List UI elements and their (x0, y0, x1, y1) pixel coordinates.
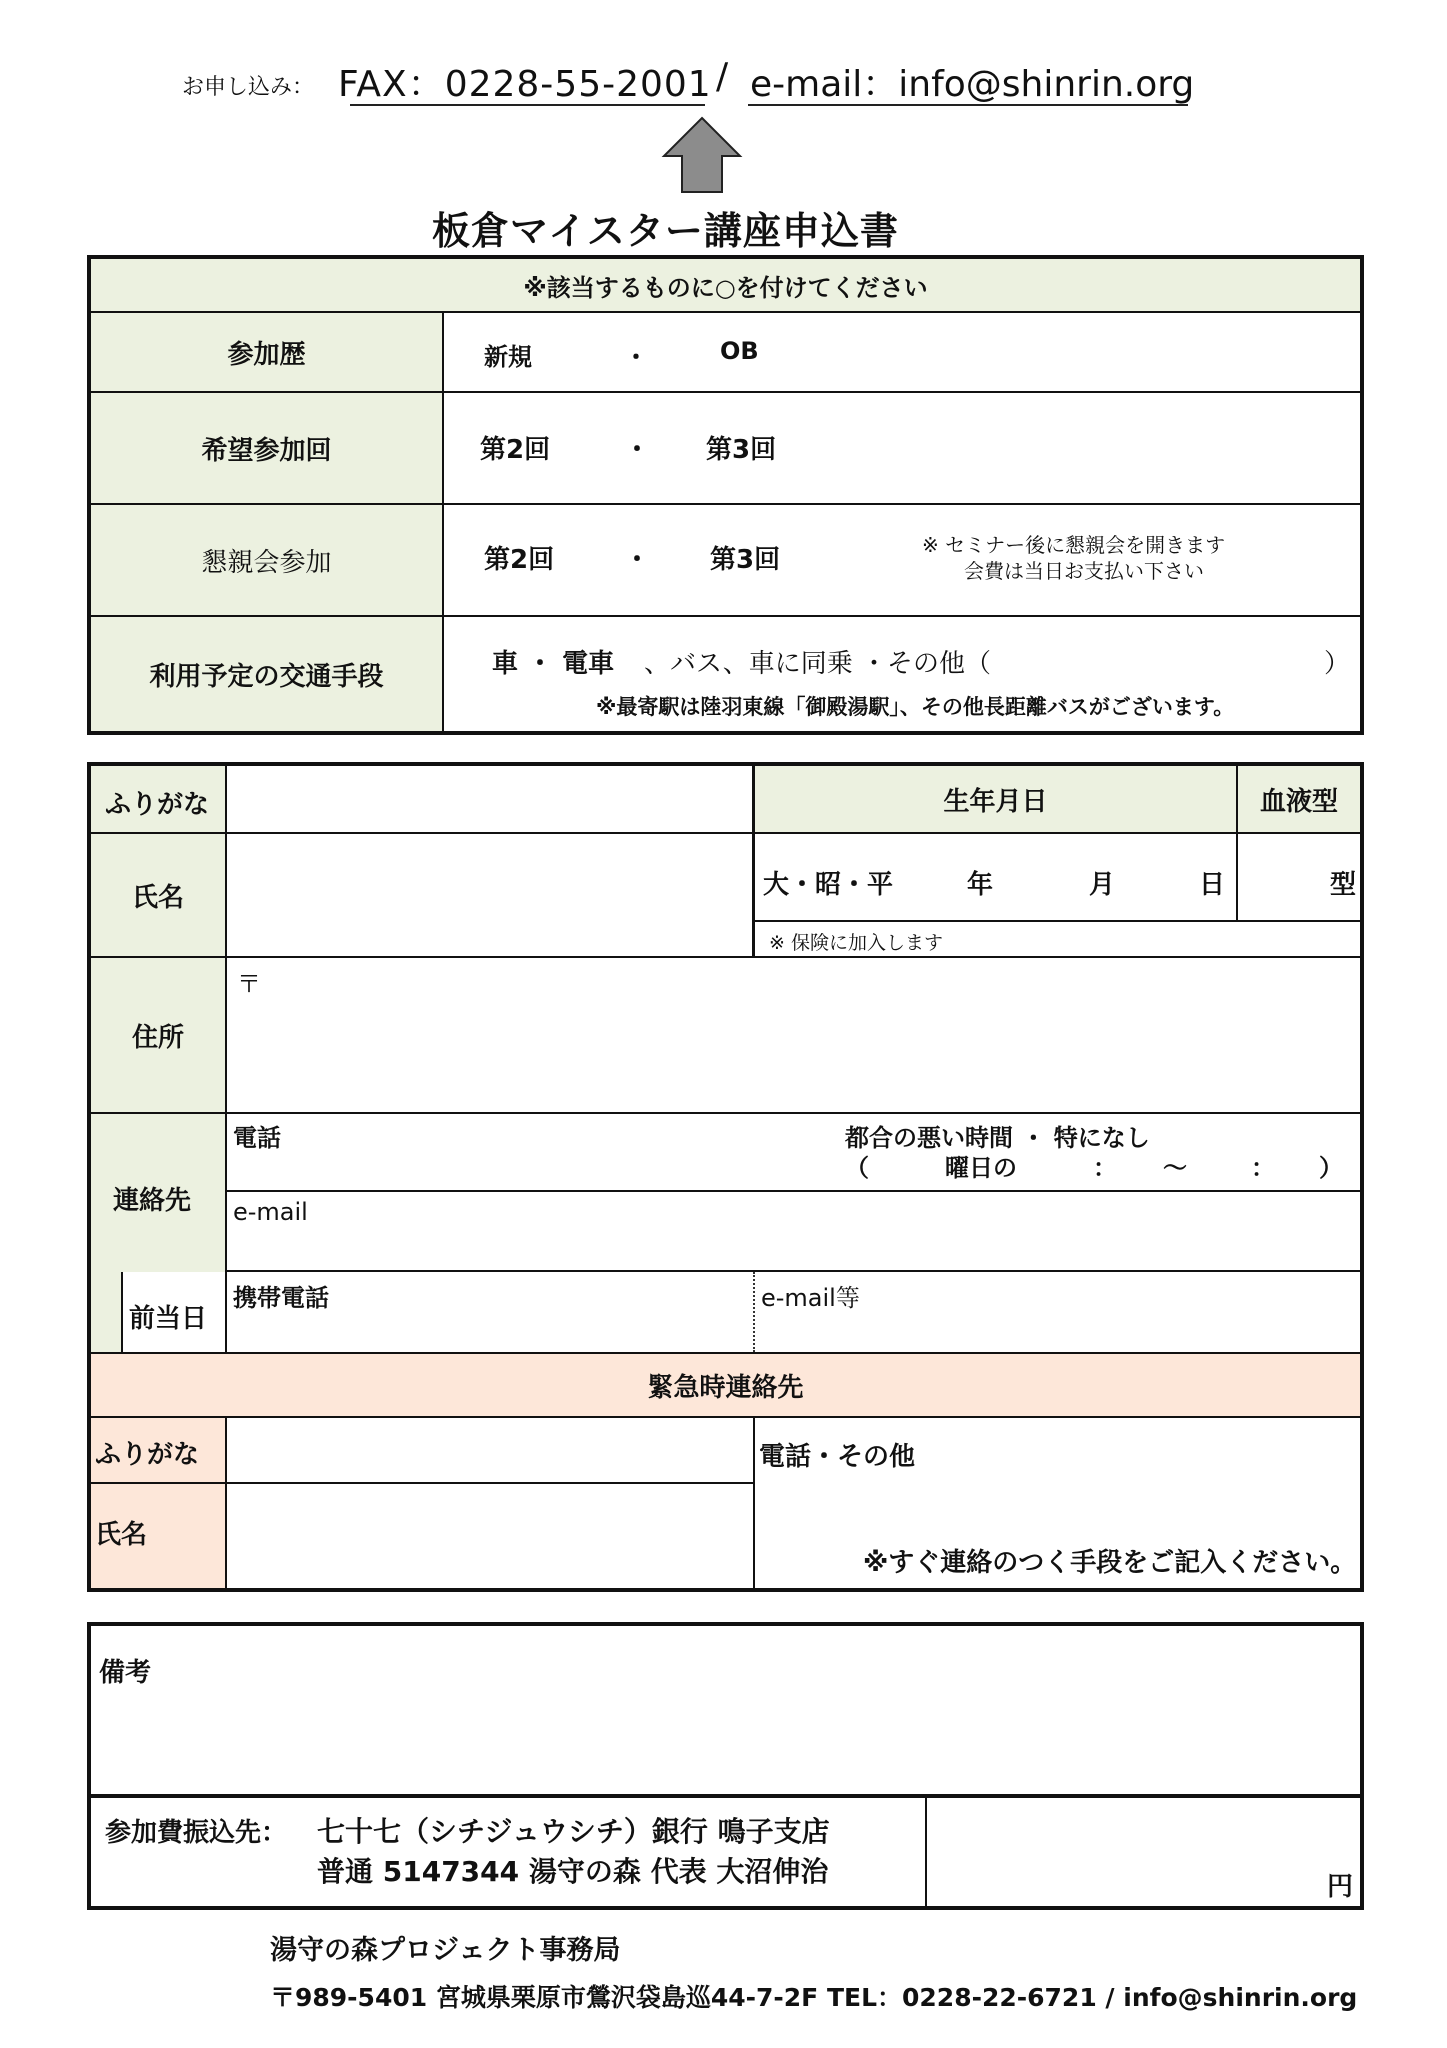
insurance-note: ※ 保険に加入します (769, 932, 943, 954)
emergency-phone-field[interactable] (755, 1418, 1360, 1588)
session-label: 希望参加回 (91, 393, 444, 505)
email-field[interactable] (227, 1192, 1360, 1272)
postal-mark: 〒 (237, 970, 261, 998)
amount-field[interactable] (927, 1798, 1360, 1906)
form-title: 板倉マイスター講座申込書 (432, 209, 899, 253)
history-ob[interactable]: OB (720, 337, 759, 365)
emergency-name-label: 氏名 (91, 1484, 227, 1588)
footer-org: 湯守の森プロジェクト事務局 (270, 1935, 621, 1966)
session-3[interactable]: 第3回 (706, 435, 777, 465)
transport-other[interactable]: 、バス、車に同乗 ・その他（ (644, 649, 992, 679)
email-underline (748, 104, 1188, 106)
blood-type-field[interactable] (1238, 834, 1360, 922)
transport-car-train[interactable]: 車 ・ 電車 (492, 649, 615, 679)
remarks-label: 備考 (99, 1658, 152, 1688)
history-dot: ・ (624, 343, 648, 371)
bad-time-label[interactable]: 都合の悪い時間 ・ 特になし (845, 1124, 1150, 1152)
instruction-row: ※該当するものに○を付けてください (91, 259, 1360, 313)
fax-underline (350, 104, 705, 106)
up-arrow-icon (660, 116, 744, 194)
remarks-field[interactable] (91, 1626, 1360, 1798)
emergency-note: ※すぐ連絡のつく手段をご記入ください。 (863, 1548, 1357, 1578)
history-label: 参加歴 (91, 313, 444, 393)
emergency-furigana-label: ふりがな (91, 1418, 227, 1484)
bank-name: 七十七（シチジュウシチ）銀行 鳴子支店 (317, 1815, 830, 1848)
mobile-field[interactable] (227, 1272, 755, 1352)
party-2[interactable]: 第2回 (484, 545, 555, 575)
bank-info (91, 1798, 927, 1906)
emergency-header: 緊急時連絡先 (91, 1352, 1360, 1418)
party-note-1: ※ セミナー後に懇親会を開きます (922, 533, 1226, 557)
contact-label: 連絡先 (113, 1186, 192, 1216)
email-etc-label: e-mail等 (761, 1284, 860, 1312)
transport-label: 利用予定の交通手段 (91, 617, 444, 731)
party-dot: ・ (624, 545, 651, 575)
transport-close-paren: ） (1324, 649, 1351, 679)
history-new[interactable]: 新規 (484, 343, 532, 371)
session-options[interactable] (444, 393, 1360, 505)
fee-label: 参加費振込先： (105, 1818, 288, 1848)
type-label: 型 (1330, 870, 1357, 900)
time-colon-1: ： (1093, 1154, 1117, 1182)
party-3[interactable]: 第3回 (710, 545, 781, 575)
name-label: 氏名 (91, 834, 227, 958)
birthdate-label: 生年月日 (755, 766, 1238, 834)
day-label: 日 (1199, 870, 1226, 900)
email-address: e-mail：info@shinrin.org (750, 64, 1195, 105)
footer-address: 〒989-5401 宮城県栗原市鶯沢袋島巡44-7-2F TEL：0228-22-6721 / info@shinrin.org (270, 1983, 1358, 2012)
bad-time-open: （ (845, 1154, 869, 1182)
day-before-label-cell (121, 1272, 227, 1352)
bank-account: 普通 5147344 湯守の森 代表 大沼伸治 (317, 1855, 829, 1888)
name-field[interactable] (227, 834, 755, 958)
session-dot: ・ (624, 435, 651, 465)
weekday-label: 曜日の (945, 1154, 1017, 1182)
party-label: 懇親会参加 (91, 505, 444, 617)
history-options[interactable] (444, 313, 1360, 393)
email-label: e-mail (233, 1198, 308, 1226)
day-before-label: 前当日 (129, 1304, 208, 1334)
bad-time-close: ） (1319, 1154, 1343, 1182)
mobile-label: 携帯電話 (233, 1284, 329, 1312)
header-slash: / (716, 56, 729, 97)
blood-type-label: 血液型 (1238, 766, 1360, 834)
remarks-table (87, 1622, 1364, 1910)
era-options[interactable]: 大・昭・平 (763, 870, 894, 900)
furigana-field[interactable] (227, 766, 755, 834)
phone-label: 電話 (233, 1124, 281, 1152)
party-options[interactable] (444, 505, 1360, 617)
year-label: 年 (967, 870, 994, 900)
birthdate-field[interactable] (755, 834, 1238, 922)
address-label: 住所 (91, 958, 227, 1114)
participation-table (87, 255, 1364, 735)
transport-options[interactable] (444, 617, 1360, 731)
session-2[interactable]: 第2回 (480, 435, 551, 465)
address-field[interactable] (227, 958, 1360, 1114)
furigana-label: ふりがな (91, 766, 227, 834)
email-etc-field[interactable] (755, 1272, 1360, 1352)
transport-note: ※最寄駅は陸羽東線「御殿湯駅」、その他長距離バスがございます。 (596, 695, 1235, 719)
insurance-row (755, 922, 1360, 958)
month-label: 月 (1089, 870, 1116, 900)
fax-number: FAX：0228-55-2001 (338, 64, 712, 105)
phone-field[interactable] (227, 1114, 1360, 1192)
apply-label: お申し込み： (182, 75, 315, 100)
party-note-2: 会費は当日お支払い下さい (964, 559, 1204, 583)
emergency-furigana-field[interactable] (227, 1418, 755, 1484)
time-colon-2: ： (1251, 1154, 1275, 1182)
yen-label: 円 (1327, 1872, 1354, 1902)
emergency-phone-label: 電話・その他 (759, 1442, 916, 1472)
emergency-name-field[interactable] (227, 1484, 755, 1588)
personal-info-table (87, 762, 1364, 1592)
time-tilde: 〜 (1163, 1154, 1187, 1182)
